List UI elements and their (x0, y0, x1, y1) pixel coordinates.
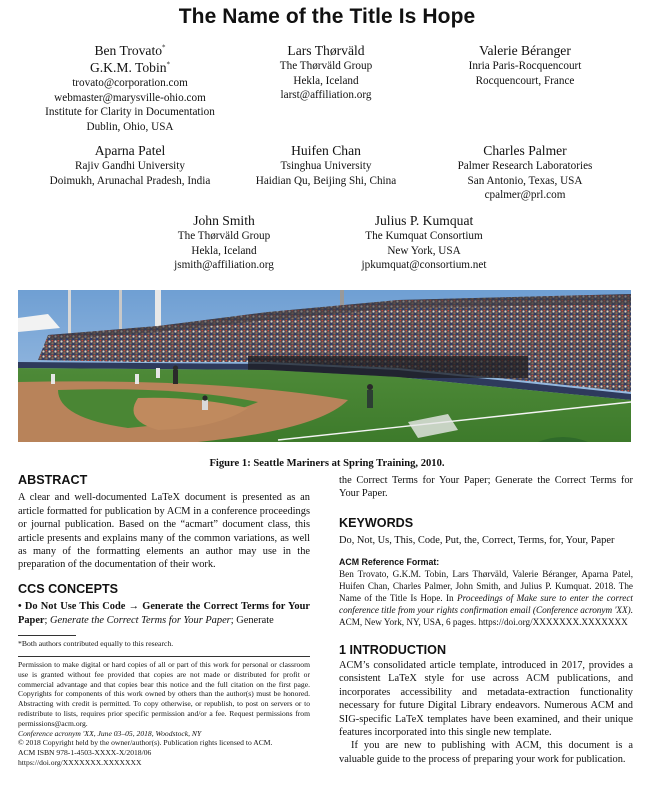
doi-link[interactable]: https://doi.org/XXXXXXX.XXXXXXX (18, 757, 142, 767)
stadium-illustration (18, 290, 631, 442)
author-name: Lars Thørväld (287, 43, 365, 58)
latex-logo: LaTeX (395, 713, 424, 725)
isbn-line: ACM ISBN 978-1-4503-XXXX-X/2018/06 (18, 748, 152, 758)
author-email: larst@affiliation.org (280, 89, 372, 102)
abstract-heading: ABSTRACT (18, 473, 88, 487)
author-name: Julius P. Kumquat (374, 213, 474, 228)
author-email: trovato@corporation.com (72, 77, 188, 89)
light-tower (68, 290, 71, 335)
author-email: webmaster@marysville-ohio.com (54, 91, 206, 104)
permission-block (18, 656, 310, 768)
author-block-thorvald (221, 42, 431, 103)
paper-title: The Name of the Title Is Hope (178, 5, 476, 28)
author-email: jsmith@affiliation.org (174, 259, 274, 272)
left-column (18, 474, 310, 627)
ccs-continued: the Correct Terms for Your Paper; Generate the Correct Terms for Your Paper. (339, 475, 633, 500)
intro-paragraph-2: If you are new to publishing with ACM, this document is a valuable guide to the process of preparing your work for publication. (339, 740, 633, 765)
author-location: Hekla, Iceland (293, 74, 359, 87)
keywords-text: Do, Not, Us, This, Code, Put, the, Correct, Terms, for, Your, Paper (339, 535, 615, 547)
author-affiliation: The Thørväld Group (279, 60, 373, 72)
author-block-chan (221, 142, 431, 188)
reference-format-text: Ben Trovato, G.K.M. Tobin, Lars Thørväld, Valerie Béranger, Aparna Patel, Huifen Chan, Charles Palmer, John Smith, and Julius P. Kumquat. 2018. The Name of the Title Is Hope. In Proceedings of Make sure to enter the correct conference title from your rights confirmation email (Conference acronym 'XX). ACM, New York, NY, USA, 6 pages. https://doi.org/XXXXXXX.XXXXXXX (339, 568, 633, 627)
author-affiliation: The Thørväld Group (177, 230, 271, 242)
abstract-text: A clear and well-documented LaTeX document is presented as an article formatted for publication by ACM in a conference proceedings or journal publication. Based on the “acmart” document class, this article presents and explains many of the common variations, as well as many of the formatting elements an author may use in the preparation of the documentation of their work. (18, 492, 310, 571)
latex-logo: LaTeX (388, 673, 417, 685)
author-name: Huifen Chan (291, 143, 361, 158)
figure-stadium-photo (18, 290, 631, 442)
author-name: John Smith (193, 213, 255, 228)
latex-logo: LaTeX (151, 492, 180, 504)
author-name: Charles Palmer (483, 143, 567, 158)
author-block-trovato-tobin (25, 42, 235, 134)
author-location: New York, USA (387, 244, 461, 257)
footnote: *Both authors contributed equally to this research. (18, 639, 174, 648)
author-email: jpkumquat@consortium.net (361, 259, 487, 272)
permission-text: Permission to make digital or hard copies of all or part of this work for personal or classroom use is granted without fee provided that copies are not made or distributed for profit or commercial advantage and that copies bear this notice and the full citation on the first page. Copyrights for components of this work owned by others than the author(s) must be honored. Abstracting with credit is permitted. To copy otherwise, or republish, to post on servers or to redistribute to lists, requires prior specific permission and/or a fee. Request permissions from permissions@acm.org. (18, 660, 310, 728)
author-affiliation: Institute for Clarity in Documentation (45, 106, 215, 119)
author-location: Doimukh, Arunachal Pradesh, India (49, 174, 211, 187)
intro-paragraph-1: ACM’s consolidated article template, introduced in 2017, provides a consistent LaTeX style for use across ACM publications, and incorporates accessibility and metadata-extraction functionality necessary for future Digital Library endeavors. Numerous ACM and SIG-specific LaTeX templates have been examined, and their unique features incorporated into this single new template. (339, 660, 634, 739)
copyright-line: © 2018 Copyright held by the owner/author(s). Publication rights licensed to ACM. (18, 738, 273, 748)
footnote-rule (18, 635, 76, 636)
conference-info: Conference acronym 'XX, June 03–05, 2018, Woodstock, NY (18, 728, 202, 738)
author-affiliation: Palmer Research Laboratories (457, 160, 593, 172)
light-tower (119, 290, 122, 335)
author-affiliation: Tsinghua University (280, 160, 372, 172)
author-email: cpalmer@prl.com (484, 189, 566, 202)
author-location: San Antonio, Texas, USA (467, 174, 583, 187)
author-affiliation: Inria Paris-Rocquencourt (468, 60, 582, 72)
author-name: Aparna Patel (94, 143, 166, 158)
author-block-palmer (420, 142, 630, 203)
ccs-concepts: • Do Not Use This Code → Generate the Correct Terms for Your Paper; Generate the Correct Terms for Your Paper; Generate (18, 601, 310, 626)
author-name: Valerie Béranger (479, 43, 571, 58)
keywords-heading: KEYWORDS (339, 515, 414, 530)
right-column (339, 474, 633, 766)
author-location: Hekla, Iceland (191, 244, 257, 257)
reference-format-heading: ACM Reference Format: (339, 556, 440, 567)
ccs-heading: CCS CONCEPTS (18, 581, 119, 596)
introduction-heading: 1 INTRODUCTION (339, 642, 447, 657)
author-block-patel (25, 142, 235, 188)
author-affiliation: The Kumquat Consortium (365, 230, 483, 242)
author-block-beranger (420, 42, 630, 88)
author-location: Rocquencourt, France (475, 74, 575, 87)
pole (155, 290, 161, 330)
author-block-smith (119, 212, 329, 273)
author-location: Dublin, Ohio, USA (86, 120, 174, 133)
author-affiliation: Rajiv Gandhi University (75, 160, 185, 172)
author-name: G.K.M. Tobin* (89, 60, 171, 75)
author-block-kumquat (319, 212, 529, 273)
author-location: Haidian Qu, Beijing Shi, China (255, 174, 397, 187)
figure-caption: Figure 1: Seattle Mariners at Spring Training, 2010. (209, 458, 445, 469)
author-name: Ben Trovato* (94, 43, 166, 58)
